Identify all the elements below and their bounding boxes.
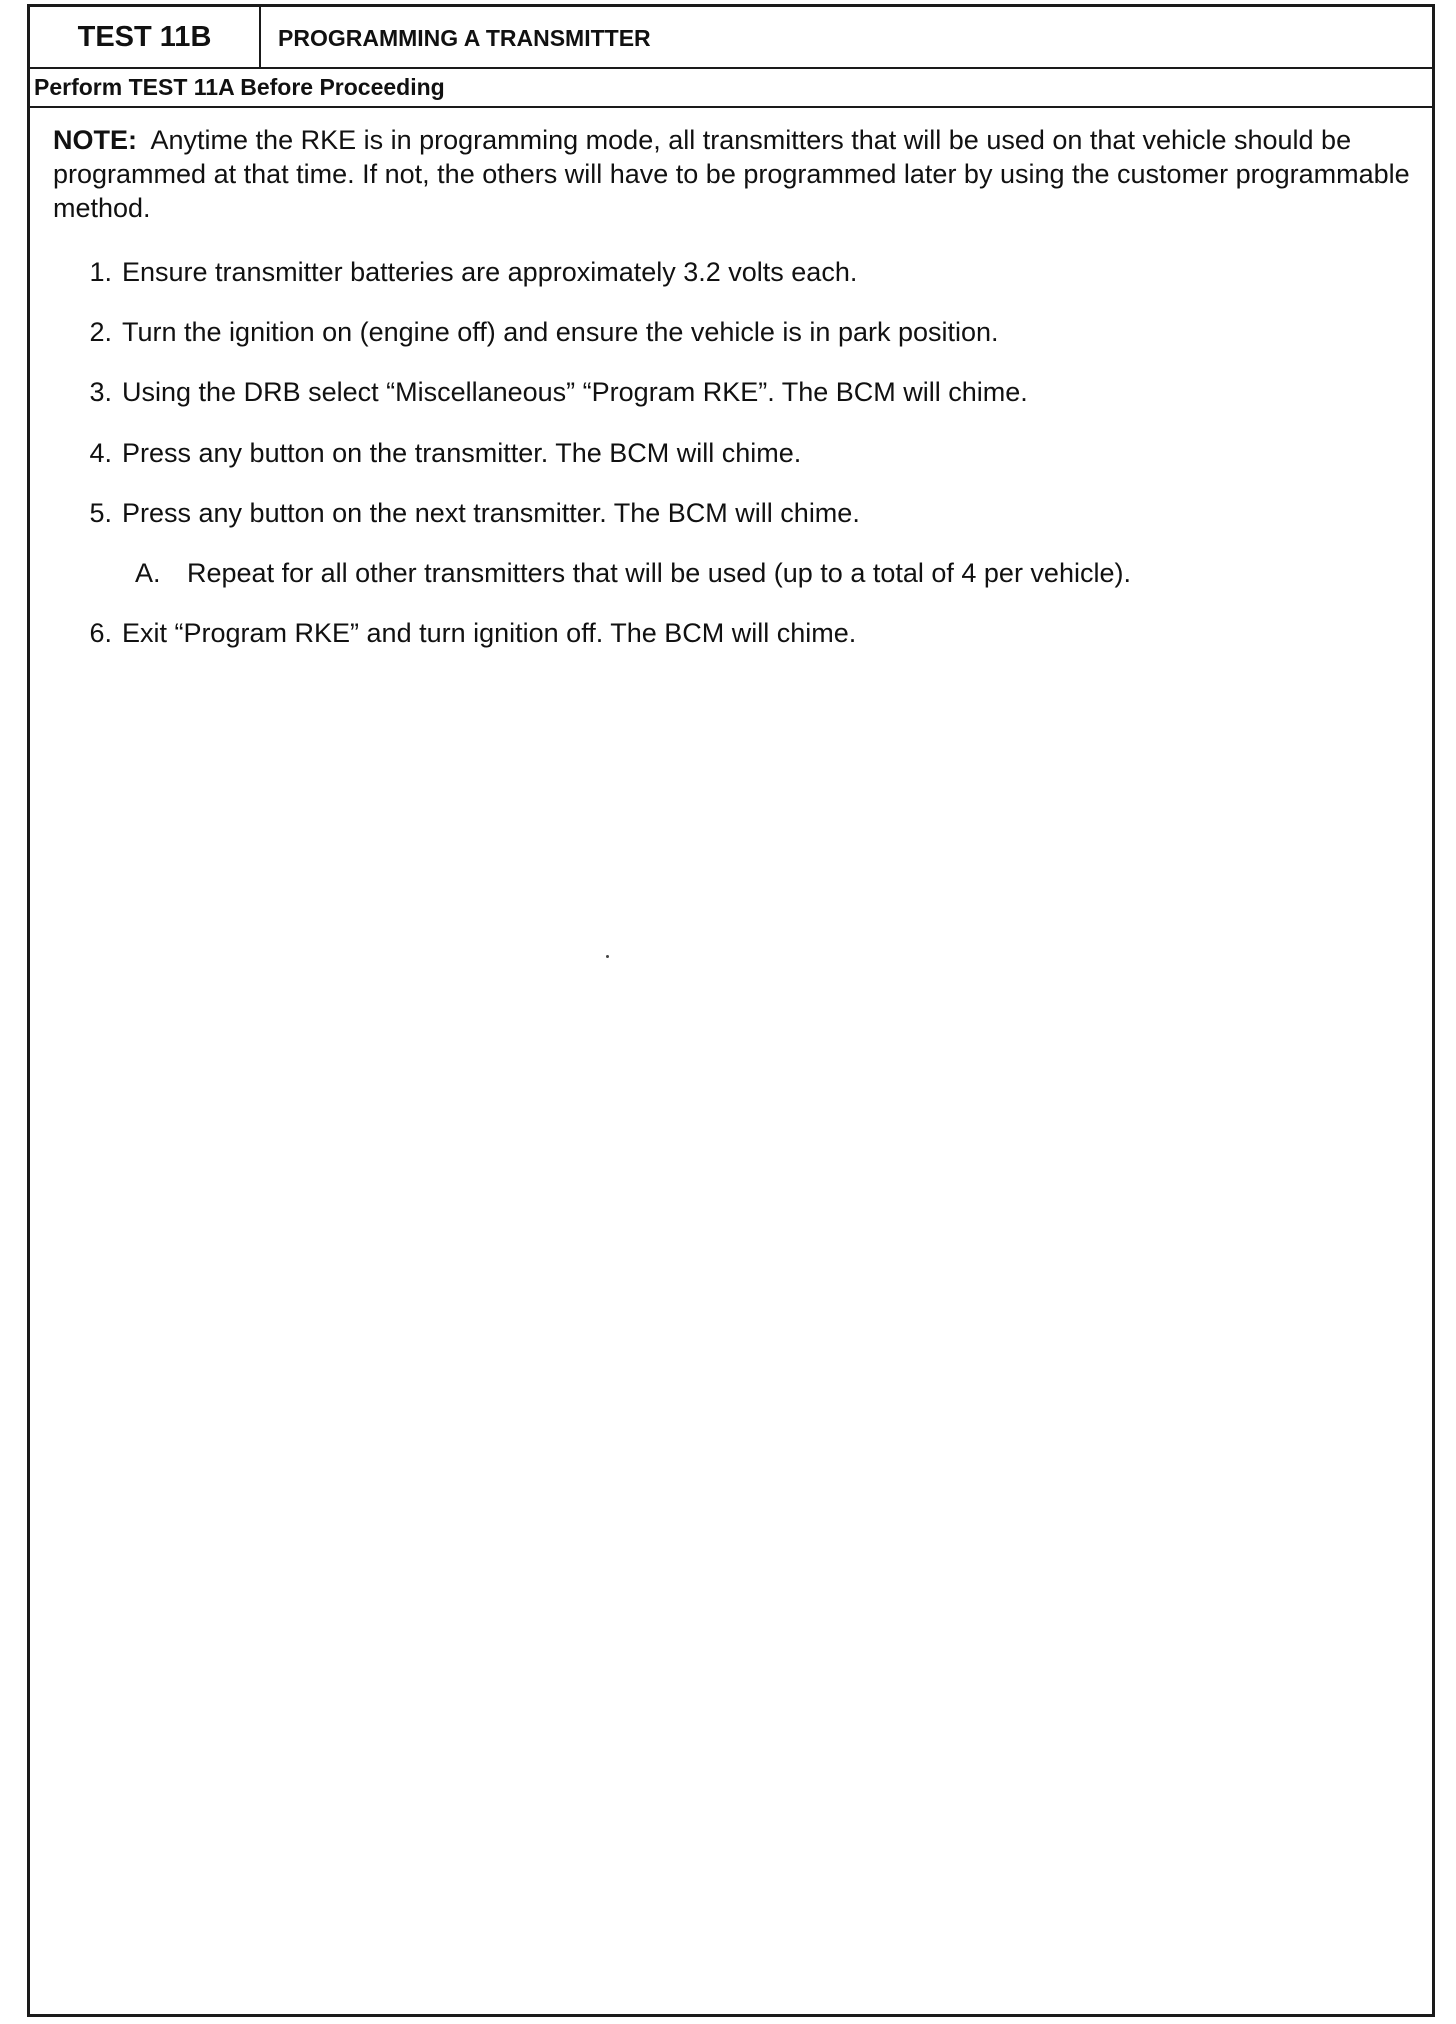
step-text: Turn the ignition on (engine off) and ensure the vehicle is in park position. [122, 317, 999, 347]
note-text: Anytime the RKE is in programming mode, all transmitters that will be used on that vehicle should be programmed at that time. If not, the others will have to be programmed later by using the customer programmable method. [53, 125, 1410, 223]
step-number: 3. [89, 377, 112, 407]
substep-text: Repeat for all other transmitters that will be used (up to a total of 4 per vehicle). [187, 558, 1131, 588]
step-text: Using the DRB select “Miscellaneous” “Program RKE”. The BCM will chime. [122, 377, 1028, 407]
step-text: Press any button on the transmitter. The BCM will chime. [122, 438, 802, 468]
step-number: 1. [89, 257, 112, 287]
note-paragraph [53, 123, 1423, 225]
substep-letter: A. [135, 558, 161, 588]
step-text: Press any button on the next transmitter. The BCM will chime. [122, 498, 860, 528]
procedure-frame [27, 4, 1435, 2017]
step-text: Exit “Program RKE” and turn ignition off. The BCM will chime. [122, 618, 857, 648]
step-number: 5. [89, 498, 112, 528]
step-number: 2. [89, 317, 112, 347]
scan-speck [606, 955, 609, 958]
prerequisite-note: Perform TEST 11A Before Proceeding [30, 69, 1432, 108]
test-title: PROGRAMMING A TRANSMITTER [278, 25, 651, 51]
test-header-row [30, 7, 1432, 69]
step-text: Ensure transmitter batteries are approximately 3.2 volts each. [122, 257, 858, 287]
test-id: TEST 11B [30, 7, 261, 67]
note-label: NOTE: [53, 125, 137, 155]
step-number: 4. [89, 438, 112, 468]
step-number: 6. [89, 618, 112, 648]
